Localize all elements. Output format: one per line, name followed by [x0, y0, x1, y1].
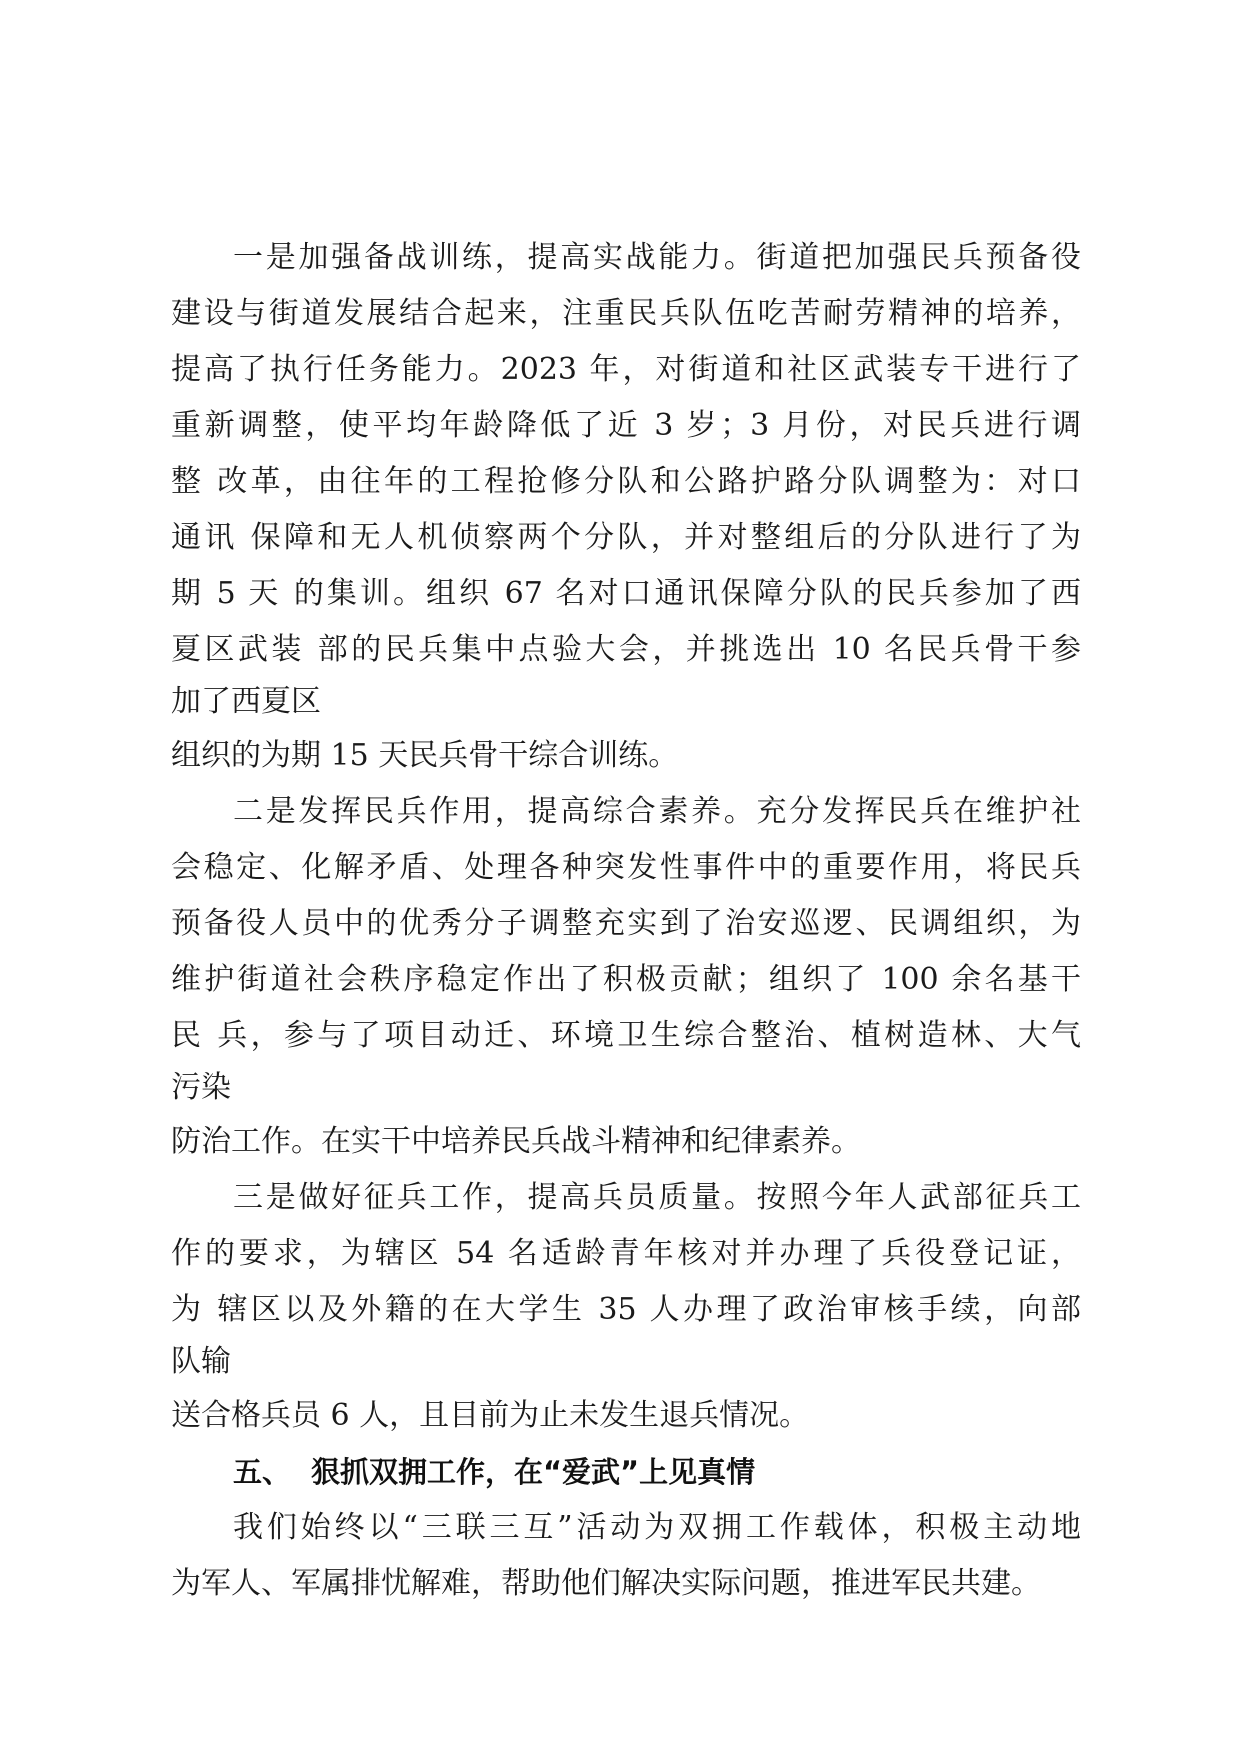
paragraph-1-line-2: 建设与街道发展结合起来，注重民兵队伍吃苦耐劳精神的培养，	[171, 296, 1081, 331]
paragraph-2-line-2: 会稳定、化解矛盾、处理各种突发性事件中的重要作用，将民兵	[171, 850, 1081, 885]
section-heading-text: 狠抓双拥工作，在“爱武”上见真情	[311, 1455, 756, 1489]
paragraph-1-line-6: 通讯 保障和无人机侦察两个分队，并对整组后的分队进行了为	[171, 520, 1081, 555]
paragraph-3-line-4: 队输	[171, 1344, 231, 1379]
paragraph-2-line-7: 防治工作。在实干中培养民兵战斗精神和纪律素养。	[171, 1124, 861, 1159]
paragraph-1-line-1: 一是加强备战训练，提高实战能力。街道把加强民兵预备役	[233, 240, 1081, 275]
paragraph-1-line-5: 整 改革，由往年的工程抢修分队和公路护路分队调整为：对口	[171, 464, 1081, 499]
paragraph-2-line-6: 污染	[171, 1070, 231, 1105]
paragraph-3-line-1: 三是做好征兵工作，提高兵员质量。按照今年人武部征兵工	[233, 1180, 1081, 1215]
paragraph-2-line-1: 二是发挥民兵作用，提高综合素养。充分发挥民兵在维护社	[233, 794, 1081, 829]
closing-paragraph-line-2: 为军人、军属排忧解难，帮助他们解决实际问题，推进军民共建。	[171, 1566, 1041, 1601]
paragraph-1-line-10: 组织的为期 15 天民兵骨干综合训练。	[171, 738, 679, 773]
section-heading	[233, 1446, 1081, 1498]
paragraph-2-line-4: 维护街道社会秩序稳定作出了积极贡献；组织了 100 余名基干	[171, 962, 1081, 997]
paragraph-1-line-3: 提高了执行任务能力。2023 年，对街道和社区武装专干进行了	[171, 352, 1081, 387]
paragraph-3-line-5: 送合格兵员 6 人，且目前为止未发生退兵情况。	[171, 1398, 810, 1433]
paragraph-1-line-9: 加了西夏区	[171, 684, 321, 719]
paragraph-2-line-5: 民 兵，参与了项目动迁、环境卫生综合整治、植树造林、大气	[171, 1018, 1081, 1053]
section-heading-number: 五、	[233, 1455, 292, 1489]
paragraph-3-line-2: 作的要求，为辖区 54 名适龄青年核对并办理了兵役登记证，	[171, 1236, 1081, 1271]
paragraph-1-line-4: 重新调整，使平均年龄降低了近 3 岁；3 月份，对民兵进行调	[171, 408, 1081, 443]
closing-paragraph-line-1: 我们始终以“三联三互”活动为双拥工作载体，积极主动地	[233, 1510, 1081, 1545]
paragraph-3-line-3: 为 辖区以及外籍的在大学生 35 人办理了政治审核手续，向部	[171, 1292, 1081, 1327]
paragraph-1-line-8: 夏区武装 部的民兵集中点验大会，并挑选出 10 名民兵骨干参	[171, 632, 1081, 667]
paragraph-2-line-3: 预备役人员中的优秀分子调整充实到了治安巡逻、民调组织，为	[171, 906, 1081, 941]
paragraph-1-line-7: 期 5 天 的集训。组织 67 名对口通讯保障分队的民兵参加了西	[171, 576, 1081, 611]
